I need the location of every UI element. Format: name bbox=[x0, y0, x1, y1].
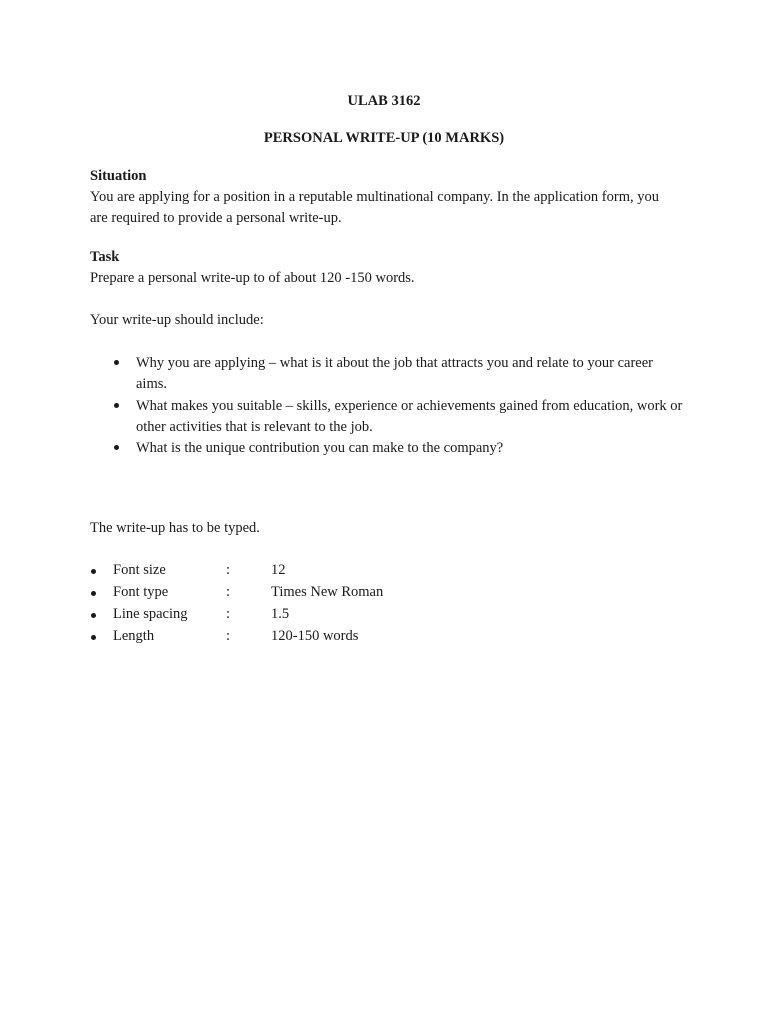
spec-value: Times New Roman bbox=[271, 584, 384, 600]
bullet-icon bbox=[91, 591, 96, 596]
spec-label: Font size bbox=[113, 562, 166, 578]
spec-separator: : bbox=[226, 606, 231, 622]
task-heading: Task bbox=[90, 249, 120, 265]
bullet-icon bbox=[91, 613, 96, 618]
typed-note: The write-up has to be typed. bbox=[90, 520, 260, 536]
spec-label: Line spacing bbox=[113, 606, 188, 622]
spec-separator: : bbox=[226, 584, 231, 600]
bullet-icon bbox=[114, 360, 119, 365]
situation-text: You are applying for a position in a reputable multinational company. In the application form, you are required to provide a personal write-up. bbox=[90, 189, 659, 226]
spec-label: Font type bbox=[113, 584, 169, 600]
bullet-icon bbox=[91, 635, 96, 640]
task-text: Prepare a personal write-up to of about 120 -150 words. bbox=[90, 270, 415, 286]
list-item: What is the unique contribution you can make to the company? bbox=[136, 440, 504, 456]
spec-value: 120-150 words bbox=[271, 628, 359, 644]
document-title: PERSONAL WRITE-UP (10 MARKS) bbox=[263, 130, 505, 146]
bullet-icon bbox=[91, 569, 96, 574]
list-item: Why you are applying – what is it about the job that attracts you and relate to your career aims. bbox=[136, 355, 653, 392]
spec-separator: : bbox=[226, 628, 231, 644]
include-intro: Your write-up should include: bbox=[90, 312, 264, 328]
spec-separator: : bbox=[226, 562, 231, 578]
bullet-icon bbox=[114, 445, 119, 450]
situation-heading: Situation bbox=[90, 168, 147, 184]
spec-label: Length bbox=[113, 628, 155, 644]
bullet-icon bbox=[114, 403, 119, 408]
spec-value: 12 bbox=[271, 562, 286, 578]
list-item: What makes you suitable – skills, experience or achievements gained from education, work or other activities that is relevant to the job. bbox=[136, 398, 683, 435]
course-code: ULAB 3162 bbox=[347, 93, 421, 109]
spec-value: 1.5 bbox=[271, 606, 290, 622]
